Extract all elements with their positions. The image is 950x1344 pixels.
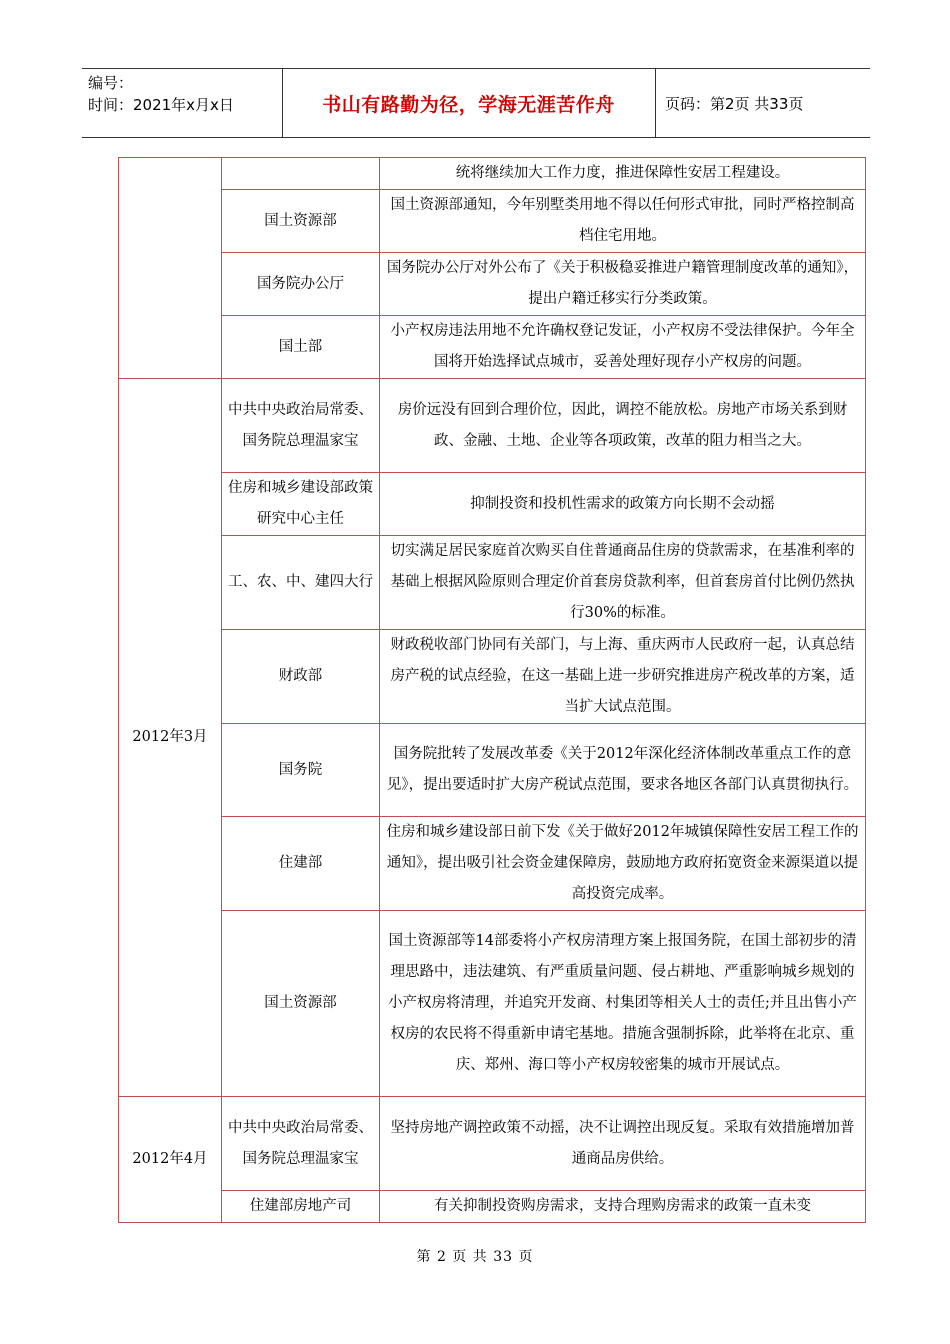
dept-cell: 国土部 — [222, 316, 380, 379]
table-row — [119, 253, 866, 316]
content-cell: 国务院办公厅对外公布了《关于积极稳妥推进户籍管理制度改革的通知》，提出户籍迁移实行分类政策。 — [380, 253, 866, 316]
content-cell: 小产权房违法用地不允许确权登记发证，小产权房不受法律保护。今年全国将开始选择试点城市，妥善处理好现存小产权房的问题。 — [380, 316, 866, 379]
dept-cell: 工、农、中、建四大行 — [222, 536, 380, 630]
table-row — [119, 190, 866, 253]
content-cell: 坚持房地产调控政策不动摇，决不让调控出现反复。采取有效措施增加普通商品房供给。 — [380, 1097, 866, 1191]
date-cell — [119, 158, 222, 379]
content-cell: 抑制投资和投机性需求的政策方向长期不会动摇 — [380, 473, 866, 536]
content-cell: 住房和城乡建设部日前下发《关于做好2012年城镇保障性安居工程工作的通知》，提出吸引社会资金建保障房，鼓励地方政府拓宽资金来源渠道以提高投资完成率。 — [380, 817, 866, 911]
dept-cell: 国土资源部 — [222, 911, 380, 1097]
content-cell: 切实满足居民家庭首次购买自住普通商品住房的贷款需求，在基准利率的基础上根据风险原则合理定价首套房贷款利率，但首套房首付比例仍然执行30%的标准。 — [380, 536, 866, 630]
dept-cell: 国土资源部 — [222, 190, 380, 253]
content-cell: 有关抑制投资购房需求，支持合理购房需求的政策一直未变 — [380, 1191, 866, 1223]
table-row — [119, 724, 866, 817]
table-row — [119, 630, 866, 724]
dept-cell: 国务院 — [222, 724, 380, 817]
policy-table — [118, 157, 866, 1223]
table-row — [119, 817, 866, 911]
dept-cell: 住建部房地产司 — [222, 1191, 380, 1223]
table-row — [119, 911, 866, 1097]
table-row — [119, 473, 866, 536]
table-row — [119, 379, 866, 473]
table-row — [119, 536, 866, 630]
dept-cell: 中共中央政治局常委、国务院总理温家宝 — [222, 1097, 380, 1191]
dept-cell: 财政部 — [222, 630, 380, 724]
dept-cell: 住房和城乡建设部政策研究中心主任 — [222, 473, 380, 536]
dept-cell: 国务院办公厅 — [222, 253, 380, 316]
table-row — [119, 316, 866, 379]
content-cell: 统将继续加大工作力度，推进保障性安居工程建设。 — [380, 158, 866, 190]
document-time-label: 时间：2021年x月x日 — [88, 96, 234, 114]
header-motto: 书山有路勤为径，学海无涯苦作舟 — [322, 93, 615, 116]
document-header — [82, 68, 870, 138]
content-cell: 财政税收部门协同有关部门，与上海、重庆两市人民政府一起，认真总结房产税的试点经验，在这一基础上进一步研究推进房产税改革的方案，适当扩大试点范围。 — [380, 630, 866, 724]
table-row — [119, 158, 866, 190]
content-cell: 国土资源部通知，今年别墅类用地不得以任何形式审批，同时严格控制高档住宅用地。 — [380, 190, 866, 253]
header-divider — [655, 69, 656, 137]
date-cell: 2012年4月 — [119, 1097, 222, 1223]
table-row — [119, 1191, 866, 1223]
content-cell: 国务院批转了发展改革委《关于2012年深化经济体制改革重点工作的意见》，提出要适时扩大房产税试点范围，要求各地区各部门认真贯彻执行。 — [380, 724, 866, 817]
content-cell: 国土资源部等14部委将小产权房清理方案上报国务院，在国土部初步的清理思路中，违法建筑、有严重质量问题、侵占耕地、严重影响城乡规划的小产权房将清理，并追究开发商、村集团等相关人士的责任;并且出售小产权房的农民将不得重新申请宅基地。措施含强制拆除，此举将在北京、重庆、郑州、海口等小产权房较密集的城市开展试点。 — [380, 911, 866, 1097]
dept-cell: 住建部 — [222, 817, 380, 911]
content-cell: 房价远没有回到合理价位，因此，调控不能放松。房地产市场关系到财政、金融、土地、企业等各项政策，改革的阻力相当之大。 — [380, 379, 866, 473]
dept-cell — [222, 158, 380, 190]
dept-cell: 中共中央政治局常委、国务院总理温家宝 — [222, 379, 380, 473]
page-footer: 第 2 页 共 33 页 — [416, 1249, 534, 1265]
date-cell: 2012年3月 — [119, 379, 222, 1097]
header-page-info: 页码：第2页 共33页 — [665, 94, 804, 113]
header-meta — [88, 72, 278, 116]
table-row — [119, 1097, 866, 1191]
document-number-label: 编号： — [88, 74, 134, 92]
